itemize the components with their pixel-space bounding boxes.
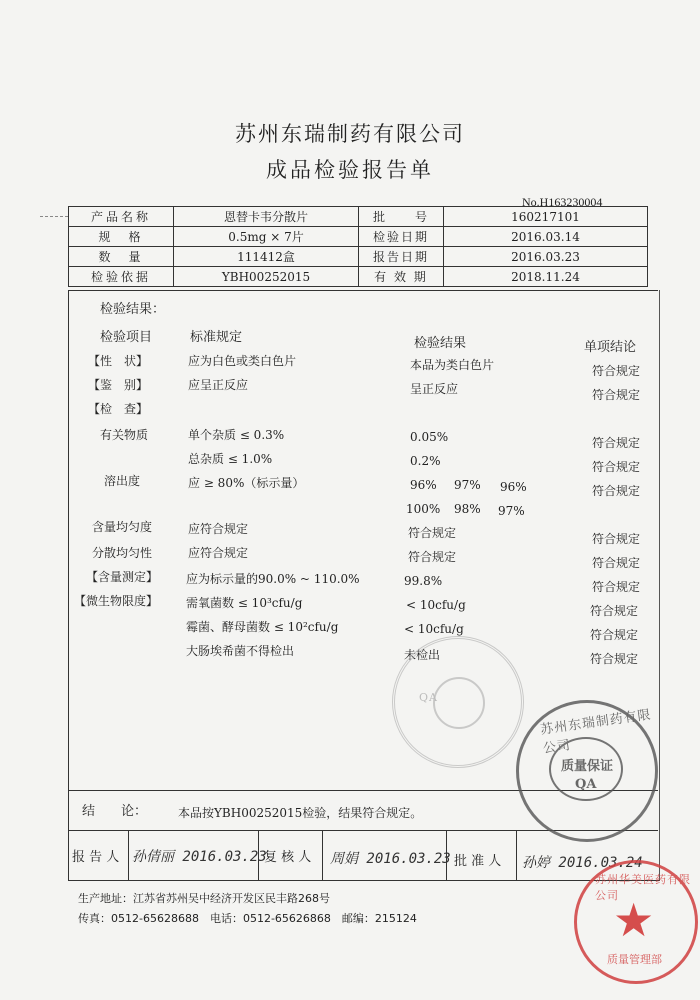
table-row: [69, 207, 648, 227]
reviewer-signature: 周娟 2016.03.23: [330, 851, 451, 867]
table-row: [69, 267, 648, 287]
result-aerobic: < 10cfu/g: [406, 598, 466, 612]
footer-contact: 传真：0512-65628688 电话：0512-65626868 邮编：215124: [78, 912, 417, 925]
standard-dissolution: 应 ≥ 80%（标示量）: [188, 476, 305, 490]
item-character: 【性 状】: [88, 354, 149, 368]
result-dissolution-6: 97%: [498, 504, 525, 518]
reporter-signature: 孙倩丽 2016.03.23: [132, 849, 267, 865]
conclusion-dispersion: 符合规定: [592, 556, 641, 570]
quantity-value: 111412盒: [174, 247, 359, 267]
company-seal-arc-text: 苏州东瑞制药有限公司: [539, 707, 653, 757]
standard-related-single: 单个杂质 ≤ 0.3%: [188, 428, 285, 442]
standard-dispersion: 应符合规定: [188, 546, 249, 560]
conclusion-related-single: 符合规定: [592, 436, 641, 450]
item-identify: 【鉴 别】: [88, 378, 149, 392]
basis-value: YBH00252015: [174, 267, 359, 287]
table-row: [69, 247, 648, 267]
standard-related-total: 总杂质 ≤ 1.0%: [188, 452, 273, 466]
company-seal-center-text: 质量保证: [561, 759, 614, 774]
item-check: 【检 查】: [88, 402, 149, 416]
document-number: No.H163230004: [522, 195, 603, 209]
star-icon: ★: [613, 893, 655, 947]
inspect-date-label: 检验日期: [359, 227, 444, 247]
divider: [68, 290, 658, 291]
result-related-single: 0.05%: [410, 430, 449, 444]
item-dispersion: 分散均匀性: [92, 546, 153, 560]
standard-assay: 应为标示量的90.0% ~ 110.0%: [186, 572, 360, 586]
result-related-total: 0.2%: [410, 454, 441, 468]
item-related-substances: 有关物质: [100, 428, 149, 442]
quantity-label: 数 量: [69, 247, 174, 267]
conclusion-label: 结 论：: [82, 804, 148, 819]
company-seal-qa-text: QA: [575, 777, 597, 792]
conclusion-mold-yeast: 符合规定: [590, 628, 639, 642]
conclusion-character: 符合规定: [592, 364, 641, 378]
qa-stamp-text: QA: [419, 691, 438, 704]
standard-content-uniformity: 应符合规定: [188, 522, 249, 536]
item-assay: 【含量测定】: [86, 570, 159, 584]
divider: [322, 830, 323, 880]
standard-ecoli: 大肠埃希菌不得检出: [186, 644, 295, 658]
result-dispersion: 符合规定: [408, 550, 457, 564]
column-item: 检验项目: [100, 330, 153, 345]
divider: [516, 830, 517, 880]
product-info-table: [68, 206, 648, 287]
spec-label: 规 格: [69, 227, 174, 247]
result-dissolution-1: 96%: [410, 478, 437, 492]
conclusion-dissolution: 符合规定: [592, 484, 641, 498]
red-seal-arc-text: 苏州华美医药有限公司: [595, 873, 691, 902]
dashed-margin-line: [40, 216, 68, 217]
approver-signature: 孙婷 2016.03.24: [522, 855, 643, 871]
basis-label: 检验依据: [69, 267, 174, 287]
company-name: 苏州东瑞制药有限公司: [235, 122, 465, 146]
reviewer-label: 复 核 人: [264, 850, 312, 865]
report-date-value: 2016.03.23: [444, 247, 648, 267]
conclusion-identify: 符合规定: [592, 388, 641, 402]
result-assay: 99.8%: [404, 574, 443, 588]
result-dissolution-4: 100%: [406, 502, 441, 516]
conclusion-text: 本品按YBH00252015检验，结果符合规定。: [178, 806, 423, 820]
valid-until-value: 2018.11.24: [444, 267, 648, 287]
report-date-label: 报告日期: [359, 247, 444, 267]
divider: [128, 830, 129, 880]
result-dissolution-2: 97%: [454, 478, 481, 492]
result-ecoli: 未检出: [404, 648, 441, 662]
result-character: 本品为类白色片: [410, 358, 495, 372]
qa-stamp-inner-ring: [433, 677, 485, 729]
table-row: [69, 227, 648, 247]
conclusion-assay: 符合规定: [592, 580, 641, 594]
batch-label: 批 号: [359, 207, 444, 227]
result-content-uniformity: 符合规定: [408, 526, 457, 540]
results-heading: 检验结果：: [100, 302, 166, 317]
result-mold-yeast: < 10cfu/g: [404, 622, 464, 636]
reporter-label: 报 告 人: [72, 850, 120, 865]
distributor-red-seal: [574, 860, 698, 984]
column-conclusion: 单项结论: [584, 340, 637, 355]
spec-value: 0.5mg × 7片: [174, 227, 359, 247]
column-standard: 标准规定: [190, 330, 243, 345]
result-dissolution-3: 96%: [500, 480, 527, 494]
item-dissolution: 溶出度: [104, 474, 141, 488]
company-qa-seal: [516, 700, 658, 842]
product-name-label: 产品名称: [69, 207, 174, 227]
item-content-uniformity: 含量均匀度: [92, 520, 153, 534]
batch-value: 160217101: [444, 207, 648, 227]
approver-label: 批 准 人: [454, 854, 502, 869]
red-seal-bottom-text: 质量管理部: [607, 953, 662, 966]
conclusion-content-uniformity: 符合规定: [592, 532, 641, 546]
qa-stamp-faint: [392, 636, 524, 768]
standard-aerobic: 需氧菌数 ≤ 10³cfu/g: [186, 596, 303, 610]
conclusion-ecoli: 符合规定: [590, 652, 639, 666]
standard-identify: 应呈正反应: [188, 378, 249, 392]
result-dissolution-5: 98%: [454, 502, 481, 516]
report-title: 成品检验报告单: [266, 158, 434, 182]
result-identify: 呈正反应: [410, 382, 459, 396]
standard-mold-yeast: 霉菌、酵母菌数 ≤ 10²cfu/g: [186, 620, 339, 634]
product-name-value: 恩替卡韦分散片: [174, 207, 359, 227]
standard-character: 应为白色或类白色片: [188, 354, 297, 368]
conclusion-related-total: 符合规定: [592, 460, 641, 474]
column-result: 检验结果: [414, 336, 467, 351]
footer-address: 生产地址：江苏省苏州吴中经济开发区民丰路268号: [78, 892, 330, 905]
inspect-date-value: 2016.03.14: [444, 227, 648, 247]
item-microbial-limit: 【微生物限度】: [74, 594, 159, 608]
valid-until-label: 有 效 期: [359, 267, 444, 287]
conclusion-aerobic: 符合规定: [590, 604, 639, 618]
